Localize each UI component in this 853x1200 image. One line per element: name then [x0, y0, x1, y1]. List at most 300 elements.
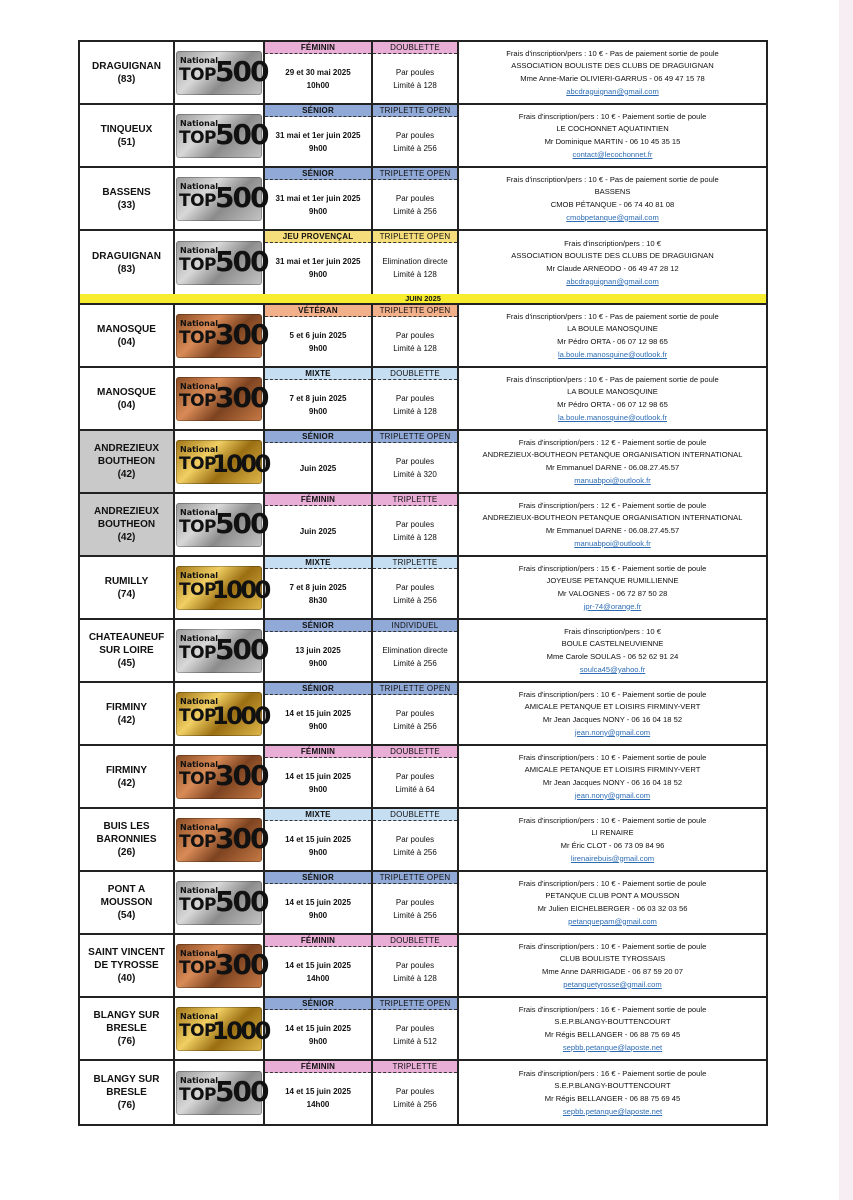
rows-june	[80, 305, 766, 1124]
date-cell	[265, 42, 373, 103]
format-tag: DOUBLETTE	[373, 746, 457, 758]
contact-email-link[interactable]: la.boule.manosquine@outlook.fr	[557, 349, 668, 359]
organizer-club: ASSOCIATION BOULISTE DES CLUBS DE DRAGUIGNAN	[511, 61, 714, 71]
logo-top-text: TOP	[179, 453, 217, 474]
city-line: (83)	[117, 263, 136, 275]
format-cell	[373, 557, 459, 618]
team-limit: Limité à 320	[393, 470, 437, 479]
competition-mode: Elimination directe	[382, 257, 448, 266]
logo-national-text: National	[180, 507, 218, 517]
logo-number-text: 300	[215, 317, 268, 351]
info-cell	[459, 168, 766, 229]
logo-number-text: 500	[215, 54, 268, 88]
event-dates: 14 et 15 juin 2025	[285, 772, 351, 781]
category-tag: SÉNIOR	[265, 105, 371, 117]
logo-number-text: 1000	[212, 449, 269, 478]
logo-top-text: TOP	[179, 327, 217, 348]
category-tag: MIXTE	[265, 557, 371, 569]
logo-cell	[175, 1061, 268, 1124]
city-line: BRESLE	[106, 1023, 147, 1034]
format-tag: TRIPLETTE OPEN	[373, 998, 457, 1010]
city-line: RUMILLY	[104, 575, 149, 587]
contact-email-link[interactable]: manuabpoi@outlook.fr	[574, 538, 651, 548]
format-cell	[373, 42, 459, 103]
info-cell	[459, 231, 766, 294]
contact-person: Mr Jean Jacques NONY - 06 16 04 18 52	[542, 715, 683, 724]
organizer-club: PETANQUE CLUB PONT A MOUSSON	[545, 891, 680, 901]
event-start-time: 9h00	[308, 1037, 328, 1046]
logo-national-text: National	[180, 885, 218, 895]
date-body	[265, 884, 371, 934]
contact-email-link[interactable]: soulca45@yahoo.fr	[579, 664, 646, 674]
event-dates: 13 juin 2025	[295, 646, 341, 655]
event-dates: Juin 2025	[299, 526, 337, 536]
format-body	[373, 506, 457, 556]
city-line: (33)	[117, 199, 136, 211]
city-cell	[80, 620, 175, 681]
table-row	[80, 305, 766, 368]
organizer-club: CLUB BOULISTE TYROSSAIS	[559, 954, 666, 964]
info-cell	[459, 620, 766, 681]
team-limit: Limité à 256	[393, 722, 437, 731]
logo-national-text: National	[180, 318, 218, 328]
format-tag: TRIPLETTE OPEN	[373, 431, 457, 443]
format-body	[373, 884, 457, 934]
national-top-logo	[176, 114, 268, 158]
city-line: DRAGUIGNAN	[92, 60, 161, 72]
date-body	[265, 117, 371, 167]
city-cell	[80, 494, 175, 555]
logo-cell	[175, 494, 268, 555]
contact-person: Mr Dominique MARTIN - 06 10 45 35 15	[544, 137, 681, 146]
category-tag: SÉNIOR	[265, 998, 371, 1010]
city-cell	[80, 809, 175, 870]
logo-national-text: National	[180, 696, 218, 706]
logo-cell	[175, 809, 268, 870]
event-dates: 5 et 6 juin 2025	[289, 331, 347, 340]
event-start-time: 9h00	[308, 659, 328, 668]
national-top-logo	[176, 1071, 268, 1115]
info-cell	[459, 105, 766, 166]
format-tag: TRIPLETTE OPEN	[373, 683, 457, 695]
date-body	[265, 243, 371, 293]
team-limit: Limité à 512	[393, 1037, 437, 1046]
date-body	[265, 758, 371, 808]
organizer-club: BASSENS	[594, 187, 631, 197]
date-cell	[265, 683, 373, 744]
event-dates: 7 et 8 juin 2025	[289, 583, 347, 592]
event-dates: 31 mai et 1er juin 2025	[275, 257, 361, 266]
contact-person: Mr Pédro ORTA - 06 07 12 98 65	[557, 337, 668, 346]
competition-mode: Par poules	[395, 772, 435, 781]
logo-cell	[175, 872, 268, 933]
contact-person: Mr Éric CLOT - 06 73 09 84 96	[560, 841, 665, 850]
date-body	[265, 947, 371, 997]
team-limit: Limité à 256	[393, 659, 437, 668]
competition-mode: Par poules	[395, 131, 435, 140]
registration-fee: Frais d'inscription/pers : 10 € - Pas de paiement sortie de poule	[506, 374, 719, 384]
table-row	[80, 231, 766, 294]
competition-mode: Par poules	[395, 898, 435, 907]
info-cell	[459, 872, 766, 933]
format-body	[373, 443, 457, 493]
contact-email-link[interactable]: la.boule.manosquine@outlook.fr	[557, 412, 668, 422]
format-tag: DOUBLETTE	[373, 42, 457, 54]
category-tag: SÉNIOR	[265, 168, 371, 180]
contact-person: Mr Régis BELLANGER - 06 88 75 69 45	[544, 1030, 681, 1039]
format-cell	[373, 231, 459, 294]
contact-email-link[interactable]: lirenairebuis@gmail.com	[570, 853, 655, 863]
logo-national-text: National	[180, 55, 218, 65]
team-limit: Limité à 128	[393, 407, 437, 416]
logo-cell	[175, 557, 269, 618]
format-tag: TRIPLETTE OPEN	[373, 231, 457, 243]
format-body	[373, 695, 457, 745]
contact-email-link[interactable]: manuabpoi@outlook.fr	[574, 475, 651, 485]
date-cell	[265, 368, 373, 429]
logo-national-text: National	[180, 1075, 218, 1085]
format-cell	[373, 935, 459, 996]
city-line: (42)	[117, 532, 136, 543]
table-row	[80, 935, 766, 998]
date-cell	[265, 231, 373, 294]
logo-top-text: TOP	[179, 1084, 217, 1105]
table-row	[80, 809, 766, 872]
category-tag: VÉTÉRAN	[265, 305, 371, 317]
national-top-logo	[176, 944, 268, 988]
city-line: BLANGY SUR	[93, 1010, 160, 1021]
logo-top-text: TOP	[179, 127, 217, 148]
date-cell	[265, 998, 373, 1059]
contact-email-link[interactable]: jean.nony@gmail.com	[574, 727, 651, 737]
date-body	[265, 569, 371, 619]
national-top-logo	[176, 241, 268, 285]
team-limit: Limité à 256	[393, 911, 437, 920]
category-tag: FÉMININ	[265, 494, 371, 506]
date-cell	[265, 620, 373, 681]
organizer-club: JOYEUSE PETANQUE RUMILLIENNE	[546, 576, 679, 586]
city-cell	[80, 683, 175, 744]
organizer-club: LA BOULE MANOSQUINE	[567, 387, 658, 397]
logo-national-text: National	[180, 1011, 218, 1021]
format-body	[373, 1073, 457, 1123]
organizer-club: ASSOCIATION BOULISTE DES CLUBS DE DRAGUIGNAN	[511, 251, 714, 261]
logo-number-text: 300	[215, 380, 268, 414]
registration-fee: Frais d'inscription/pers : 10 €	[564, 626, 661, 636]
table-row	[80, 494, 766, 557]
logo-number-text: 500	[215, 117, 268, 151]
registration-fee: Frais d'inscription/pers : 16 € - Paiement sortie de poule	[518, 1068, 707, 1078]
city-cell	[80, 557, 175, 618]
team-limit: Limité à 128	[393, 270, 437, 279]
registration-fee: Frais d'inscription/pers : 10 € - Paiement sortie de poule	[518, 878, 707, 888]
format-tag: INDIVIDUEL	[373, 620, 457, 632]
event-start-time: 9h00	[308, 785, 328, 794]
format-cell	[373, 494, 459, 555]
info-cell	[459, 1061, 766, 1124]
format-tag: DOUBLETTE	[373, 809, 457, 821]
logo-number-text: 300	[215, 821, 268, 855]
registration-fee: Frais d'inscription/pers : 10 € - Paiement sortie de poule	[518, 941, 707, 951]
registration-fee: Frais d'inscription/pers : 10 €	[564, 238, 661, 248]
team-limit: Limité à 256	[393, 1100, 437, 1109]
registration-fee: Frais d'inscription/pers : 10 € - Paiement sortie de poule	[518, 815, 707, 825]
city-line: (76)	[117, 1100, 136, 1111]
registration-fee: Frais d'inscription/pers : 12 € - Paiement sortie de poule	[518, 437, 707, 447]
event-dates: 31 mai et 1er juin 2025	[275, 194, 361, 203]
logo-national-text: National	[180, 245, 218, 255]
date-cell	[265, 1061, 373, 1124]
city-line: FIRMINY	[105, 701, 148, 713]
format-cell	[373, 105, 459, 166]
event-dates: 14 et 15 juin 2025	[285, 898, 351, 907]
team-limit: Limité à 128	[393, 81, 437, 90]
city-line: PONT A	[107, 884, 146, 895]
city-cell	[80, 305, 175, 366]
city-line: (04)	[117, 336, 136, 348]
info-cell	[459, 746, 766, 807]
competition-mode: Par poules	[395, 1024, 435, 1033]
format-cell	[373, 746, 459, 807]
format-body	[373, 758, 457, 808]
logo-number-text: 500	[215, 632, 268, 666]
national-top-logo	[176, 51, 268, 95]
national-top-logo	[176, 177, 268, 221]
national-top-logo	[176, 503, 268, 547]
event-dates: 14 et 15 juin 2025	[285, 961, 351, 970]
format-cell	[373, 1061, 459, 1124]
organizer-club: LA BOULE MANOSQUINE	[567, 324, 658, 334]
logo-cell	[175, 42, 268, 103]
contact-person: Mme Anne DARRIGADE - 06 87 59 20 07	[542, 967, 683, 976]
logo-number-text: 500	[215, 506, 268, 540]
logo-number-text: 500	[215, 1074, 268, 1108]
table-row	[80, 557, 766, 620]
logo-national-text: National	[180, 822, 218, 832]
city-cell	[80, 42, 175, 103]
city-line: (54)	[117, 910, 136, 921]
city-line: MANOSQUE	[97, 323, 156, 335]
city-line: BOUTHEON	[97, 519, 156, 530]
format-body	[373, 632, 457, 682]
format-tag: TRIPLETTE	[373, 494, 457, 506]
category-tag: SÉNIOR	[265, 872, 371, 884]
event-dates: 7 et 8 juin 2025	[289, 394, 347, 403]
date-body	[265, 821, 371, 871]
date-body	[265, 317, 371, 367]
organizer-club: S.E.P.BLANGY-BOUTTENCOURT	[554, 1081, 671, 1091]
competition-mode: Par poules	[395, 194, 435, 203]
competition-mode: Par poules	[395, 520, 435, 529]
national-top-logo	[176, 377, 268, 421]
category-tag: FÉMININ	[265, 935, 371, 947]
contact-email-link[interactable]: sepbb.petanque@laposte.net	[562, 1042, 663, 1052]
event-start-time: 9h00	[308, 911, 328, 920]
date-cell	[265, 935, 373, 996]
table-row	[80, 42, 766, 105]
info-cell	[459, 368, 766, 429]
date-cell	[265, 746, 373, 807]
national-top-logo	[176, 440, 269, 484]
registration-fee: Frais d'inscription/pers : 10 € - Pas de paiement sortie de poule	[506, 174, 719, 184]
month-divider: JUIN 2025	[80, 294, 766, 305]
format-cell	[373, 998, 459, 1059]
format-body	[373, 243, 457, 293]
national-top-logo	[176, 314, 268, 358]
national-top-logo	[176, 1007, 269, 1051]
format-cell	[373, 872, 459, 933]
logo-top-text: TOP	[179, 390, 217, 411]
competition-mode: Par poules	[395, 583, 435, 592]
format-body	[373, 180, 457, 230]
competition-mode: Par poules	[395, 1087, 435, 1096]
logo-cell	[175, 746, 268, 807]
contact-person: Mr Régis BELLANGER - 06 88 75 69 45	[544, 1094, 681, 1103]
competition-mode: Par poules	[395, 68, 435, 77]
event-start-time: 9h00	[308, 344, 328, 353]
organizer-club: S.E.P.BLANGY-BOUTTENCOURT	[554, 1017, 671, 1027]
city-cell	[80, 105, 175, 166]
category-tag: SÉNIOR	[265, 431, 371, 443]
city-line: MANOSQUE	[97, 386, 156, 398]
date-cell	[265, 105, 373, 166]
logo-cell	[175, 305, 268, 366]
contact-person: Mme Anne-Marie OLIVIERI-GARRUS - 06 49 47 15 78	[520, 74, 705, 83]
registration-fee: Frais d'inscription/pers : 10 € - Pas de paiement sortie de poule	[506, 48, 719, 58]
table-row	[80, 105, 766, 168]
logo-national-text: National	[180, 948, 218, 958]
logo-national-text: National	[180, 759, 218, 769]
contact-person: Mr Claude ARNEODO - 06 49 47 28 12	[546, 264, 679, 273]
logo-cell	[175, 431, 269, 492]
city-line: (42)	[117, 714, 136, 726]
logo-national-text: National	[180, 570, 218, 580]
contact-person: Mr VALOGNES - 06 72 87 50 28	[557, 589, 668, 598]
contact-person: Mr Emmanuel DARNE - 06.08.27.45.57	[545, 526, 680, 535]
event-start-time: 14h00	[306, 974, 330, 983]
category-tag: FÉMININ	[265, 1061, 371, 1073]
city-line: TINQUEUX	[100, 123, 153, 135]
contact-email-link[interactable]: petanquetyrosse@gmail.com	[563, 979, 662, 989]
team-limit: Limité à 128	[393, 344, 437, 353]
date-cell	[265, 872, 373, 933]
contact-email-link[interactable]: jpr-74@orange.fr	[583, 601, 642, 611]
registration-fee: Frais d'inscription/pers : 12 € - Paiement sortie de poule	[518, 500, 707, 510]
date-body	[265, 443, 371, 493]
city-line: BASSENS	[102, 186, 151, 198]
city-line: DE TYROSSE	[94, 960, 159, 971]
competition-mode: Par poules	[395, 457, 435, 466]
date-cell	[265, 168, 373, 229]
contact-email-link[interactable]: petanquepam@gmail.com	[568, 916, 657, 926]
logo-number-text: 1000	[212, 701, 269, 730]
contact-person: Mr Jean Jacques NONY - 06 16 04 18 52	[542, 778, 683, 787]
date-cell	[265, 305, 373, 366]
table-row	[80, 872, 766, 935]
national-top-logo	[176, 566, 269, 610]
city-cell	[80, 746, 175, 807]
city-line: (74)	[117, 588, 136, 600]
date-cell	[265, 431, 373, 492]
city-line: ANDREZIEUX	[93, 506, 159, 517]
format-tag: TRIPLETTE	[373, 557, 457, 569]
logo-cell	[175, 168, 268, 229]
contact-email-link[interactable]: abcdraguignan@gmail.com	[566, 276, 659, 286]
logo-number-text: 500	[215, 244, 268, 278]
city-line: BLANGY SUR	[93, 1074, 160, 1085]
date-body	[265, 54, 371, 104]
city-line: BOUTHEON	[97, 456, 156, 467]
category-tag: FÉMININ	[265, 42, 371, 54]
contact-email-link[interactable]: sepbb.petanque@laposte.net	[562, 1106, 663, 1116]
contact-person: Mr Emmanuel DARNE - 06.08.27.45.57	[545, 463, 680, 472]
city-line: SUR LOIRE	[99, 645, 154, 656]
registration-fee: Frais d'inscription/pers : 10 € - Paiement sortie de poule	[518, 111, 707, 121]
national-top-logo	[176, 629, 268, 673]
city-cell	[80, 935, 175, 996]
info-cell	[459, 431, 766, 492]
table-row	[80, 746, 766, 809]
info-cell	[459, 557, 766, 618]
contact-person: Mr Pédro ORTA - 06 07 12 98 65	[557, 400, 668, 409]
event-start-time: 8h30	[308, 596, 328, 605]
logo-top-text: TOP	[179, 190, 217, 211]
city-line: (26)	[117, 847, 136, 858]
city-line: ANDREZIEUX	[93, 443, 159, 454]
format-cell	[373, 620, 459, 681]
info-cell	[459, 809, 766, 870]
organizer-club: AMICALE PETANQUE ET LOISIRS FIRMINY-VERT	[524, 765, 701, 775]
competition-table	[78, 40, 768, 1126]
contact-email-link[interactable]: contact@lecochonnet.fr	[572, 149, 653, 159]
city-line: (40)	[117, 973, 136, 984]
category-tag: MIXTE	[265, 809, 371, 821]
logo-number-text: 300	[215, 758, 268, 792]
city-cell	[80, 998, 175, 1059]
logo-top-text: TOP	[179, 642, 217, 663]
table-row	[80, 620, 766, 683]
contact-email-link[interactable]: cmobpetanque@gmail.com	[566, 212, 659, 222]
format-tag: TRIPLETTE OPEN	[373, 105, 457, 117]
date-body	[265, 1010, 371, 1060]
logo-national-text: National	[180, 444, 218, 454]
info-cell	[459, 683, 766, 744]
category-tag: JEU PROVENÇAL	[265, 231, 371, 243]
logo-top-text: TOP	[179, 516, 217, 537]
organizer-club: ANDREZIEUX-BOUTHEON PETANQUE ORGANISATION INTERNATIONAL	[482, 513, 743, 523]
logo-top-text: TOP	[179, 1020, 217, 1041]
logo-cell	[175, 620, 268, 681]
city-cell	[80, 872, 175, 933]
contact-email-link[interactable]: abcdraguignan@gmail.com	[566, 86, 659, 96]
competition-mode: Par poules	[395, 961, 435, 970]
city-cell	[80, 1061, 175, 1124]
format-tag: TRIPLETTE OPEN	[373, 305, 457, 317]
organizer-club: ANDREZIEUX-BOUTHEON PETANQUE ORGANISATION INTERNATIONAL	[482, 450, 743, 460]
format-body	[373, 380, 457, 430]
registration-fee: Frais d'inscription/pers : 10 € - Paiement sortie de poule	[518, 689, 707, 699]
national-top-logo	[176, 818, 268, 862]
table-row	[80, 683, 766, 746]
city-line: (04)	[117, 399, 136, 411]
competition-mode: Par poules	[395, 709, 435, 718]
contact-email-link[interactable]: jean.nony@gmail.com	[574, 790, 651, 800]
table-row	[80, 168, 766, 231]
logo-cell	[175, 998, 269, 1059]
team-limit: Limité à 256	[393, 848, 437, 857]
date-body	[265, 380, 371, 430]
logo-number-text: 500	[215, 180, 268, 214]
